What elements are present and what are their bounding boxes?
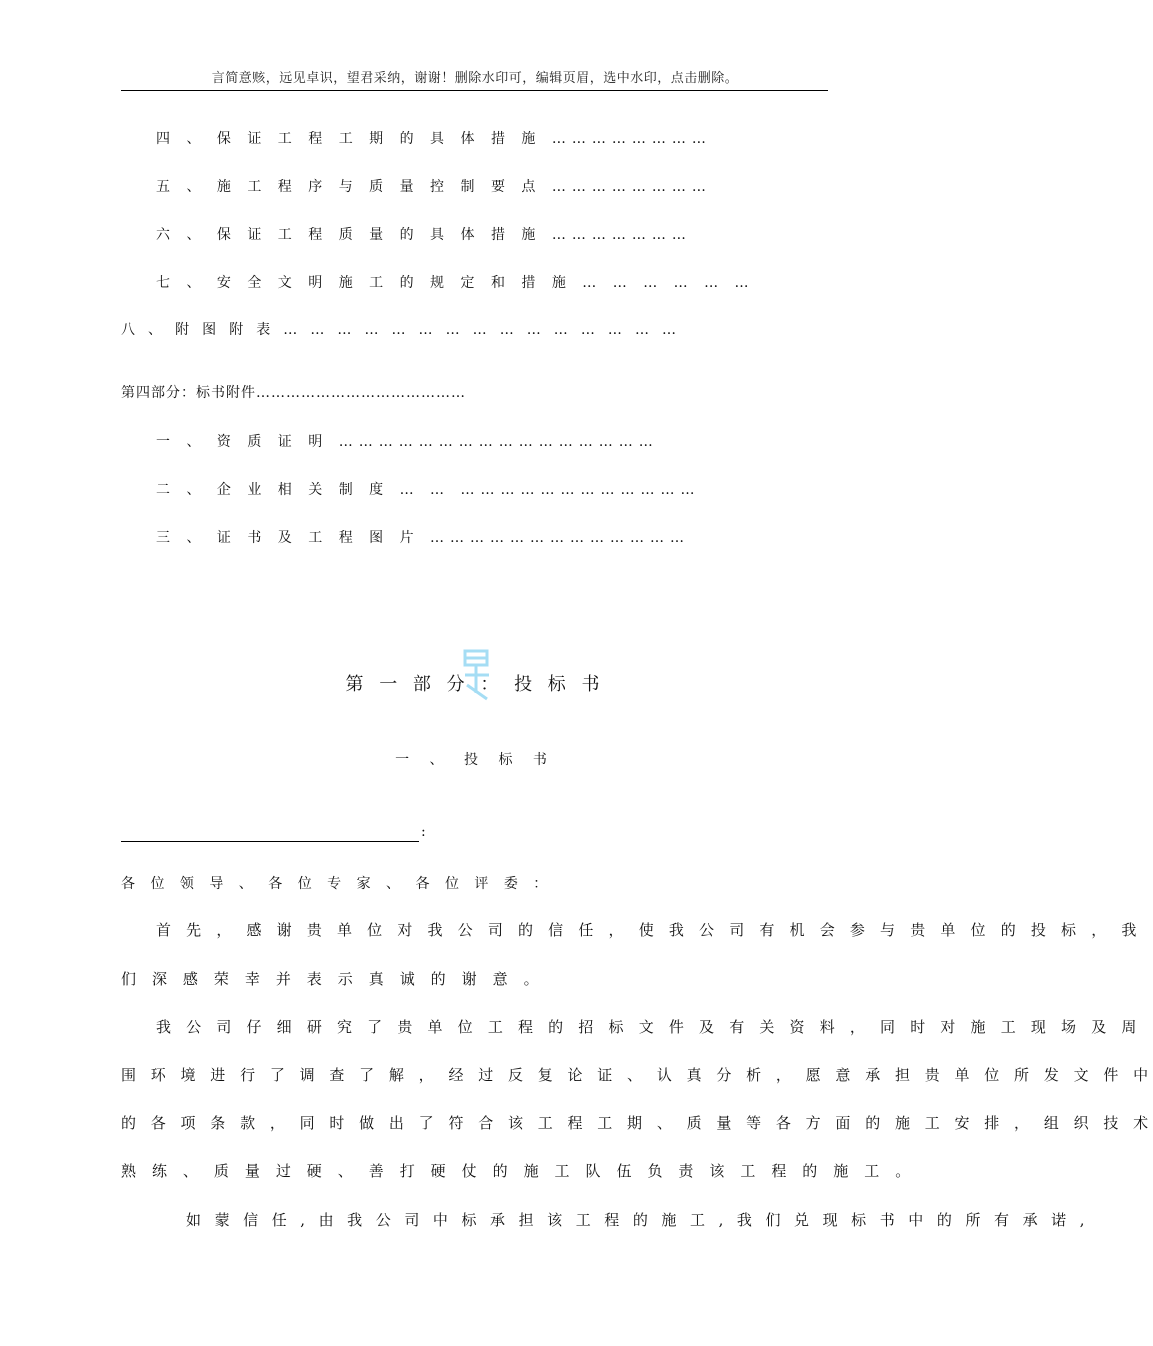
toc-part3-item: 四 、 保 证 工 程 工 期 的 具 体 措 施 ……………………	[156, 131, 712, 147]
toc-part4-item: 二 、 企 业 相 关 制 度 … … ………………………………	[156, 482, 701, 498]
addressee-blank	[121, 841, 419, 842]
paragraph-line: 首 先 ， 感 谢 贵 单 位 对 我 公 司 的 信 任 ， 使 我 公 司 有 机 会 参 与 贵 单 位 的 投 标 ， 我	[156, 921, 1142, 939]
toc-part4-item: 三 、 证 书 及 工 程 图 片 …………………………………	[156, 530, 691, 546]
salutation: 各 位 领 导 、 各 位 专 家 、 各 位 评 委 ：	[121, 876, 553, 892]
paragraph-line: 熟 练 、 质 量 过 硬 、 善 打 硬 仗 的 施 工 队 伍 负 责 该 工 程 的 施 工 。	[121, 1162, 916, 1180]
section-subtitle: 一 、 投 标 书	[395, 752, 555, 768]
paragraph-line: 如 蒙 信 任 , 由 我 公 司 中 标 承 担 该 工 程 的 施 工 , 我 们 兑 现 标 书 中 的 所 有 承 诺 ,	[186, 1211, 1089, 1229]
header-note: 言简意赅，远见卓识，望君采纳，谢谢！删除水印可，编辑页眉，选中水印，点击删除。	[211, 71, 739, 86]
toc-part3-item: 六 、 保 证 工 程 质 量 的 具 体 措 施 …………………	[156, 227, 692, 243]
paragraph-line: 我 公 司 仔 细 研 究 了 贵 单 位 工 程 的 招 标 文 件 及 有 关 资 料 ， 同 时 对 施 工 现 场 及 周	[156, 1018, 1142, 1036]
toc-part3-item: 七 、 安 全 文 明 施 工 的 规 定 和 措 施 … … … … … …	[156, 275, 755, 291]
addressee-colon: :	[421, 824, 426, 840]
toc-part4-heading: 第四部分：标书附件……………………………………	[121, 385, 466, 401]
paragraph-line: 们 深 感 荣 幸 并 表 示 真 诚 的 谢 意 。	[121, 970, 545, 988]
toc-part3-item: 五 、 施 工 程 序 与 质 量 控 制 要 点 ……………………	[156, 179, 712, 195]
toc-part3-item: 八 、 附 图 附 表 … … … … … … … … … … … … … … …	[121, 322, 681, 338]
part-title: 第 一 部 分 ： 投 标 书	[345, 674, 605, 695]
header-rule	[121, 90, 828, 91]
toc-part4-item: 一 、 资 质 证 明 …………………………………………	[156, 434, 659, 450]
paragraph-line: 的 各 项 条 款 ， 同 时 做 出 了 符 合 该 工 程 工 期 、 质 量 等 各 方 面 的 施 工 安 排 ， 组 织 技 术	[121, 1114, 1153, 1132]
paragraph-line: 围 环 境 进 行 了 调 查 了 解 ， 经 过 反 复 论 证 、 认 真 分 析 ， 愿 意 承 担 贵 单 位 所 发 文 件 中	[121, 1066, 1153, 1084]
